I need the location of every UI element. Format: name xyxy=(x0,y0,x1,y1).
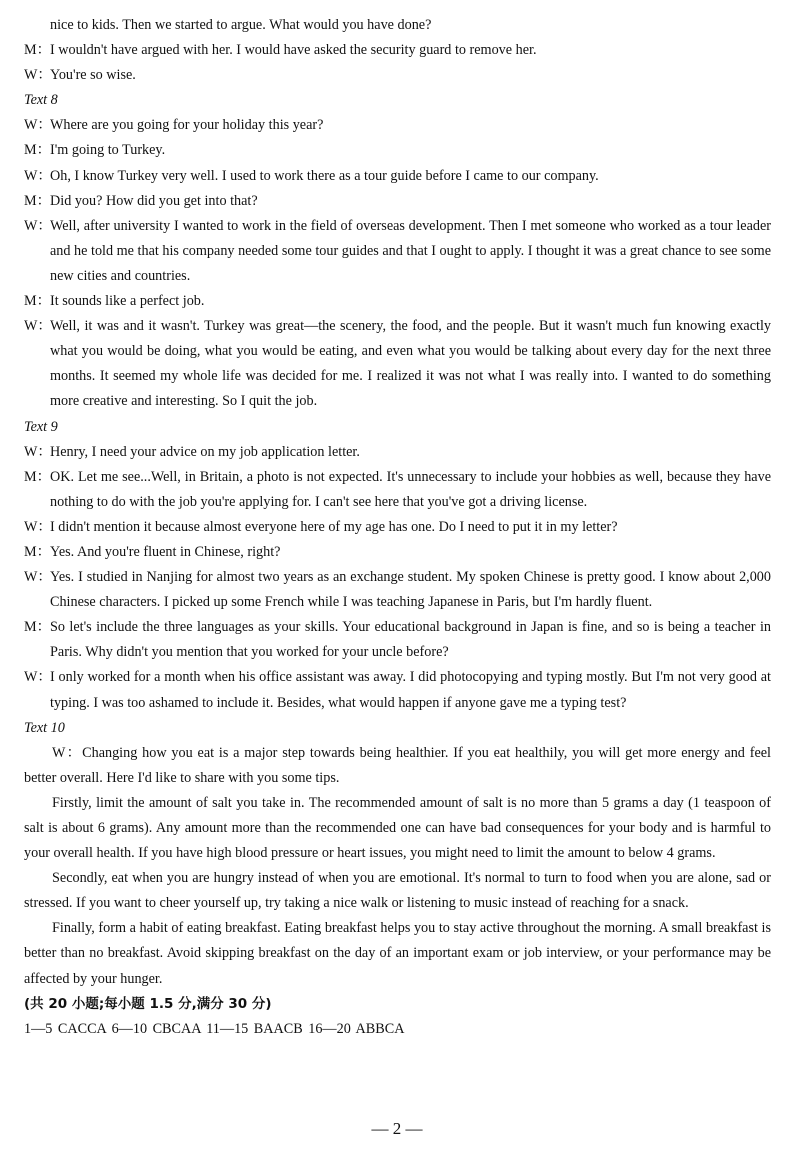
dialogue-line xyxy=(24,164,771,189)
line-text: Well, it was and it wasn't. Turkey was great—the scenery, the food, and the people. But it wasn't much fun knowing exactly what you would be doing, what you would be eating, and even what you would be talking about every day for the next three months. It seemed my whole life was decided for me. I realized it was not what I was really into. I wanted to do something more creative and interesting. So I quit the job. xyxy=(50,318,771,410)
speaker-tag: W： xyxy=(24,117,52,134)
speaker-tag: M： xyxy=(24,142,51,159)
line-text: Did you? How did you get into that? xyxy=(50,192,258,209)
passage-paragraph: W：Changing how you eat is a major step towards being healthier. If you eat healthily, you will get more energy and feel better overall. Here I'd like to share with you some tips. xyxy=(24,744,771,786)
speaker-tag: M： xyxy=(24,619,51,636)
speaker-tag: M： xyxy=(24,293,51,310)
line-text: Yes. And you're fluent in Chinese, right? xyxy=(50,543,281,560)
dialogue-line xyxy=(24,540,771,565)
line-text: I'm going to Turkey. xyxy=(50,142,166,159)
answer-key: 1—5 CACCA 6—10 CBCAA 11—15 BAACB 16—20 ABBCA xyxy=(24,1020,405,1037)
speaker-tag: W： xyxy=(24,67,52,84)
dialogue-line xyxy=(24,465,771,515)
section-heading: Text 10 xyxy=(24,719,65,736)
line-text: You're so wise. xyxy=(50,67,136,84)
score-note: (共 20 小题;每小题 1.5 分,满分 30 分) xyxy=(24,995,272,1012)
speaker-tag: M： xyxy=(24,42,51,59)
line-text: Henry, I need your advice on my job application letter. xyxy=(50,443,360,460)
speaker-tag: W： xyxy=(24,669,52,686)
line-text: Well, after university I wanted to work in the field of overseas development. Then I met someone who worked as a tour leader and he told me that his company needed some tour guides and that I ought to apply. I thought it was a great chance to see some new cities and countries. xyxy=(50,217,771,284)
line-text: I wouldn't have argued with her. I would have asked the security guard to remove her. xyxy=(50,42,537,59)
speaker-tag: W： xyxy=(24,167,52,184)
speaker-tag: W： xyxy=(24,518,52,535)
line-text: It sounds like a perfect job. xyxy=(50,293,205,310)
line-text: Oh, I know Turkey very well. I used to work there as a tour guide before I came to our company. xyxy=(50,167,599,184)
line-text: OK. Let me see...Well, in Britain, a photo is not expected. It's unnecessary to include your hobbies as well, because they have nothing to do with the job you're applying for. I can't see here that you've got a driving license. xyxy=(50,468,771,510)
line-text: Yes. I studied in Nanjing for almost two years as an exchange student. My spoken Chinese is pretty good. I know about 2,000 Chinese characters. I picked up some French while I was teaching Japanese in Paris, but I'm hardly fluent. xyxy=(50,569,771,611)
passage-paragraph: Firstly, limit the amount of salt you take in. The recommended amount of salt is no more than 5 grams a day (1 teaspoon of salt is about 6 grams). Any amount more than the recommended one can have bad consequences for your body and is harmful to your overall health. If you have high blood pressure or heart issues, you might need to limit the amount to below 4 grams. xyxy=(24,794,771,862)
line-text: I didn't mention it because almost everyone here of my age has one. Do I need to put it in my letter? xyxy=(50,518,618,535)
dialogue-line xyxy=(24,214,771,289)
speaker-tag: W： xyxy=(24,443,52,460)
speaker-tag: W： xyxy=(24,217,52,234)
dialogue-line xyxy=(24,189,771,214)
dialogue-line xyxy=(24,615,771,665)
section-heading: Text 8 xyxy=(24,92,58,109)
dialogue-line xyxy=(24,440,771,465)
dialogue-line xyxy=(24,138,771,163)
speaker-tag: M： xyxy=(24,468,51,485)
dialogue-line xyxy=(24,38,771,63)
speaker-tag: M： xyxy=(24,543,51,560)
line-text: Where are you going for your holiday this year? xyxy=(50,117,324,134)
page-number: — 2 — xyxy=(371,1119,423,1138)
dialogue-line xyxy=(24,113,771,138)
passage-paragraph: Secondly, eat when you are hungry instead of when you are emotional. It's normal to turn to food when you are alone, sad or stressed. If you want to cheer yourself up, try taking a nice walk or listening to music instead of reaching for a snack. xyxy=(24,870,771,912)
dialogue-line xyxy=(24,515,771,540)
dialogue-line: nice to kids. Then we started to argue. What would you have done? xyxy=(50,17,432,33)
dialogue-line xyxy=(24,314,771,414)
speaker-tag: W： xyxy=(24,569,52,586)
dialogue-line xyxy=(24,289,771,314)
dialogue-line xyxy=(24,565,771,615)
section-heading: Text 9 xyxy=(24,418,58,435)
line-text: So let's include the three languages as your skills. Your educational background in Japan is fine, and so is being a teacher in Paris. Why didn't you mention that you worked for your uncle before? xyxy=(50,619,771,661)
speaker-tag: W： xyxy=(24,318,52,335)
speaker-tag: M： xyxy=(24,192,51,209)
dialogue-line xyxy=(24,63,771,88)
passage-paragraph: Finally, form a habit of eating breakfast. Eating breakfast helps you to stay active throughout the morning. A small breakfast is better than no breakfast. Avoid skipping breakfast on the day of an important exam or job interview, or your performance may be affected by your hunger. xyxy=(24,920,771,987)
line-text: I only worked for a month when his office assistant was away. I did photocopying and typing mostly. But I'm not very good at typing. I was too ashamed to include it. Besides, what would happen if anyone gave me a typing test? xyxy=(50,669,771,711)
dialogue-line xyxy=(24,665,771,715)
document-page xyxy=(24,13,771,1042)
